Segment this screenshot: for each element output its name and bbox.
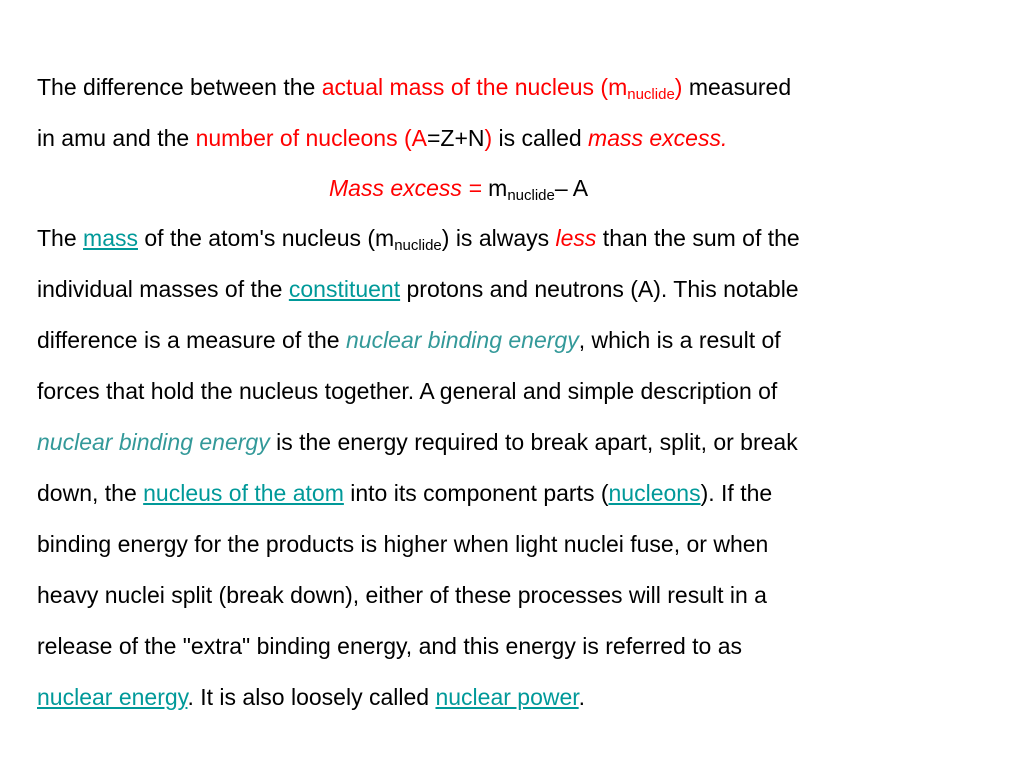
body-text: The <box>37 225 84 251</box>
constituent-link[interactable]: constituent <box>288 276 401 302</box>
nuclide-subscript-2: nuclide <box>394 237 442 254</box>
intro-paragraph <box>37 62 984 164</box>
intro-line-2 <box>37 113 984 164</box>
nuclide-subscript: nuclide <box>627 86 675 103</box>
body-text: protons and neutrons (A). This notable <box>400 276 799 302</box>
intro-text-4: is called <box>492 125 589 151</box>
nuclear-power-link[interactable]: nuclear power <box>435 684 579 710</box>
body-text: . It is also loosely called <box>187 684 436 710</box>
nuclear-energy-link[interactable]: nuclear energy <box>37 684 188 710</box>
binding-energy-term: nuclear binding energy <box>345 327 579 353</box>
binding-energy-term-2: nuclear binding energy <box>37 429 270 455</box>
body-text: difference is a measure of the <box>37 327 346 353</box>
intro-line-1 <box>37 62 984 113</box>
body-line-4 <box>37 366 984 417</box>
body-text: release of the "extra" binding energy, and this energy is referred to as <box>37 633 743 659</box>
body-line-9 <box>37 621 984 672</box>
mass-excess-formula <box>37 164 984 213</box>
body-line-8 <box>37 570 984 621</box>
body-text: is the energy required to break apart, split, or break <box>269 429 798 455</box>
mass-excess-term: mass excess. <box>588 125 728 151</box>
body-line-1 <box>37 213 984 264</box>
intro-text-2: measured <box>682 74 792 100</box>
body-text: binding energy for the products is higher when light nuclei fuse, or when <box>37 531 769 557</box>
body-text: ) is always <box>441 225 556 251</box>
formula-subscript: nuclide <box>507 187 555 204</box>
intro-text-3: in amu and the <box>37 125 196 151</box>
actual-mass-highlight: actual mass of the nucleus (m <box>321 74 628 100</box>
mass-link[interactable]: mass <box>83 225 138 251</box>
body-line-6 <box>37 468 984 519</box>
paren-close: ) <box>674 74 683 100</box>
body-text: . <box>578 684 586 710</box>
body-text: individual masses of the <box>37 276 289 302</box>
formula-m: m <box>488 175 508 201</box>
body-line-3 <box>37 315 984 366</box>
body-text: ). If the <box>700 480 773 506</box>
body-text: heavy nuclei split (break down), either of these processes will result in a <box>37 582 767 608</box>
body-text: into its component parts ( <box>343 480 609 506</box>
less-emphasis: less <box>555 225 597 251</box>
body-line-7 <box>37 519 984 570</box>
body-line-10 <box>37 672 984 723</box>
nucleon-number-highlight: number of nucleons (A <box>195 125 427 151</box>
paren-close-2: ) <box>484 125 493 151</box>
body-text: forces that hold the nucleus together. A general and simple description of <box>37 378 778 404</box>
body-text: , which is a result of <box>578 327 781 353</box>
body-line-5 <box>37 417 984 468</box>
body-text: than the sum of the <box>596 225 800 251</box>
formula-label: Mass excess = <box>329 175 489 201</box>
binding-energy-paragraph <box>37 213 984 723</box>
body-line-2 <box>37 264 984 315</box>
body-text: of the atom's nucleus (m <box>137 225 395 251</box>
formula-rest: – A <box>554 175 589 201</box>
nucleons-link[interactable]: nucleons <box>608 480 701 506</box>
body-text: down, the <box>37 480 144 506</box>
nucleon-formula: =Z+N <box>426 125 485 151</box>
intro-text-1: The difference between the <box>37 74 322 100</box>
nucleus-of-the-atom-link[interactable]: nucleus of the atom <box>143 480 344 506</box>
